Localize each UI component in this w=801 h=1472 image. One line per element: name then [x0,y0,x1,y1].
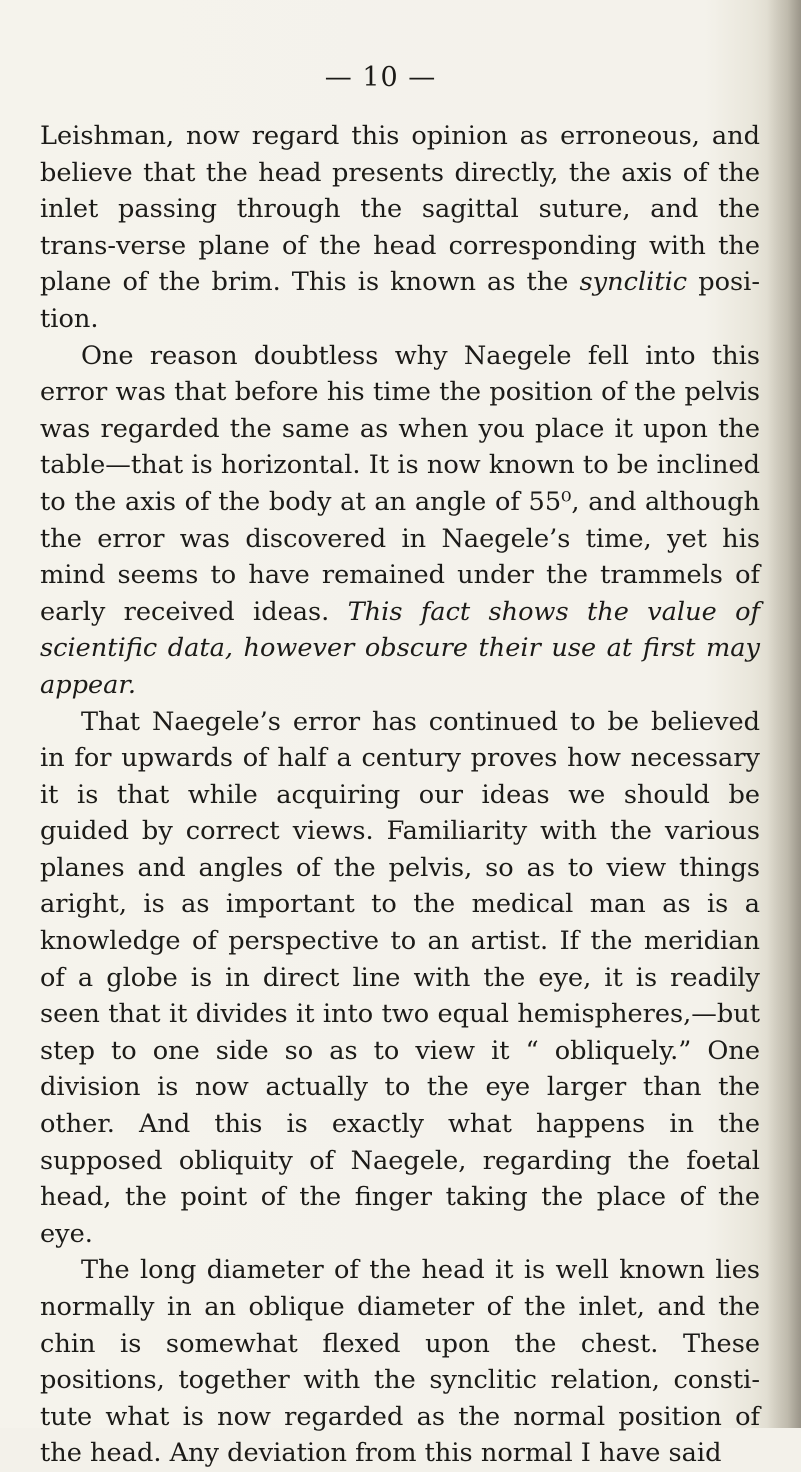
paragraph-1-italic-term: synclitic [579,267,688,298]
paragraph-3-text: That Naegele’s error has continued to be believed in for upwards of half a century proves how necessary it is that while acquiring our ideas we should be guided by correct views. Familiarity with the various planes and angles of the pelvis, so as to view things aright, is as important to the medical man as is a knowledge of perspective to an artist. If the meridian of a globe is in direct line with the eye, it is readily seen that it divides it into two equal hemispheres,—but step to one side so as to view it “ obliquely.” One division is now actually to the eye larger than the other. And this is exactly what happens in the supposed obliquity of Naegele, regarding the foetal head, the point of the finger taking the place of the eye. [40,706,760,1249]
paragraph-1-text: Leishman, now regard this opinion as erroneous, and believe that the head presents directly, the axis of the inlet passing through the sagittal suture, and the trans-verse plane of the head corresponding with the plane of the brim. This is known as the [40,121,760,298]
paragraph-4 [40,1252,760,1472]
paragraph-4-text: The long diameter of the head it is well known lies normally in an oblique diameter of the inlet, and the chin is somewhat flexed upon the chest. These positions, together with the synclitic relation, consti-tute what is now regarded as the normal position of the head. Any deviation from this normal I have said [40,1255,760,1469]
paragraph-2-italic-sentence: This fact shows the value of scientific data, however obscure their use at first may appear. [40,596,760,700]
page-body-text [40,118,760,1472]
paragraph-1 [40,118,760,338]
paragraph-2 [40,338,760,704]
paragraph-2-text: One reason doubtless why Naegele fell into this error was that before his time the position of the pelvis was regarded the same as when you place it upon the table—that is horizontal. It is now known to be inclined to the axis of the body at an angle of 55⁰, and although the error was discovered in Naegele’s time, yet his mind seems to have remained under the trammels of early received ideas. [40,340,760,627]
paragraph-3 [40,704,760,1253]
paragraph-1-text-end: posi-tion. [40,267,760,334]
page-edge-shadow [767,0,801,1428]
page-number: — 10 — [324,62,437,93]
